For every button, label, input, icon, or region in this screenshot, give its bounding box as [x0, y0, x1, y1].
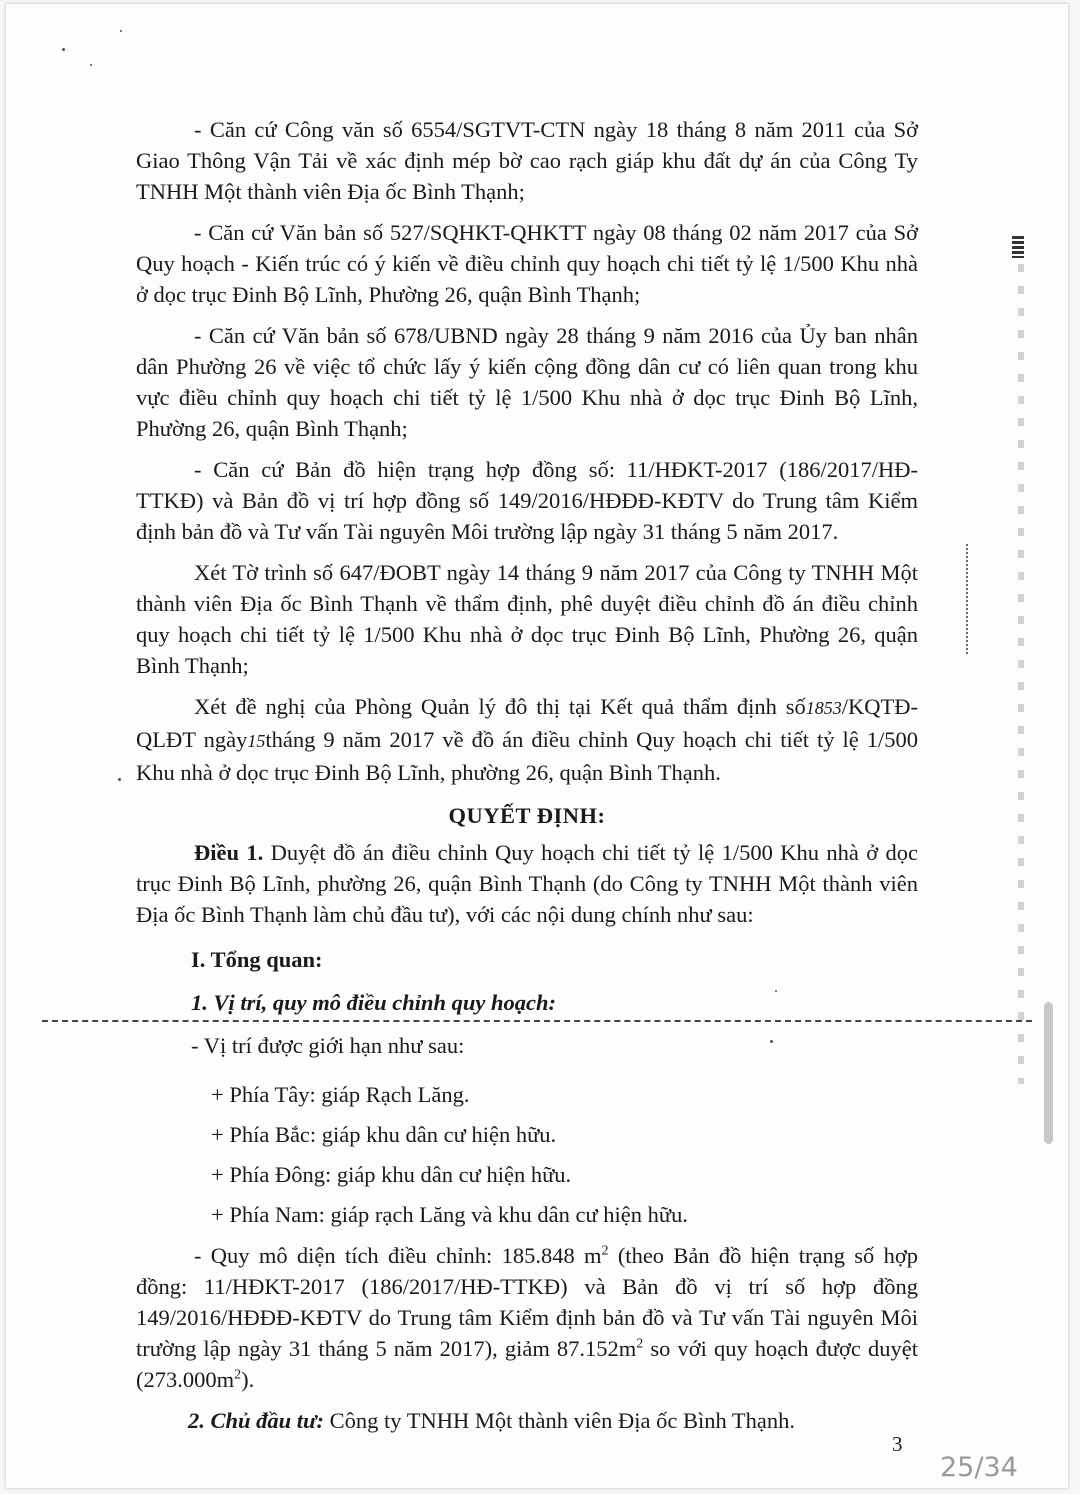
- scan-speck: [770, 1040, 773, 1043]
- superscript: 2: [636, 1336, 644, 1352]
- fold-divider: [42, 1020, 1032, 1022]
- boundary-south: + Phía Nam: giáp rạch Lăng và khu dân cư hiện hữu.: [211, 1202, 688, 1227]
- article-1-label: Điều 1.: [194, 840, 264, 865]
- paragraph-cv-6554: - Căn cứ Công văn số 6554/SGTVT-CTN ngày 18 tháng 8 năm 2011 của Sở Giao Thông Vận Tải về xác định mép bờ cao rạch giáp khu đất dự án của Công Ty TNHH Một thành viên Địa ốc Bình Thạnh;: [136, 117, 918, 204]
- boundary-east: + Phía Đông: giáp khu dân cư hiện hữu.: [211, 1162, 572, 1187]
- paragraph-scale: [136, 1240, 918, 1395]
- boundary-intro: - Vị trí được giới hạn như sau:: [191, 1033, 465, 1058]
- section-overview: I. Tổng quan:: [191, 947, 323, 972]
- paragraph-investor: [136, 1405, 918, 1436]
- paragraph-ban-do: - Căn cứ Bản đồ hiện trạng hợp đồng số: 11/HĐKT-2017 (186/2017/HĐ-TTKĐ) và Bản đồ vị trí hợp đồng số 149/2016/HĐĐĐ-KĐTV do Trung tâm Kiểm định bản đồ và Tư vấn Tài nguyên Môi trường lập ngày 31 tháng 5 năm 2017.: [136, 457, 918, 544]
- document-page: [6, 4, 1068, 1488]
- paragraph-de-nghi: [136, 691, 918, 788]
- handwritten-day: 15: [247, 731, 266, 751]
- page-indicator: 25/34: [940, 1452, 1018, 1483]
- superscript: 2: [234, 1367, 242, 1383]
- scan-speck: [118, 778, 121, 781]
- investor-label: 2. Chủ đầu tư:: [188, 1408, 325, 1433]
- paragraph-vb-527: - Căn cứ Văn bản số 527/SQHKT-QHKTT ngày 08 tháng 02 năm 2017 của Sở Quy hoạch - Kiến trúc có ý kiến về điều chỉnh quy hoạch chi tiết tỷ lệ 1/500 Khu nhà ở dọc trục Đinh Bộ Lĩnh, Phường 26, quận Bình Thạnh;: [136, 220, 918, 307]
- subsection-location: 1. Vị trí, quy mô điều chỉnh quy hoạch:: [191, 990, 557, 1015]
- scan-mark: [1012, 236, 1024, 258]
- scan-speck: [90, 64, 92, 66]
- proposal-text-3: tháng 9 năm 2017 về đồ án điều chỉnh Quy hoạch chi tiết tỷ lệ 1/500 Khu nhà ở dọc trục Đinh Bộ Lĩnh, phường 26, quận Bình Thạnh.: [136, 727, 918, 785]
- decision-title: QUYẾT ĐỊNH:: [448, 803, 606, 828]
- scale-text-2: (theo Bản đồ hiện trạng số hợp đồng: 11/HĐKT-2017 (186/2017/HĐ-TTKĐ) và Bản đồ vị trí số hợp đồng 149/2016/HĐĐĐ-KĐTV do Trung tâm Kiểm định bản đồ và Tư vấn Tài nguyên Môi trường lập ngày 31 tháng 5 năm 2017), giảm 87.152m: [136, 1243, 918, 1361]
- investor-text: Công ty TNHH Một thành viên Địa ốc Bình Thạnh.: [329, 1408, 796, 1433]
- scan-margin-artifact: [1018, 264, 1024, 1084]
- handwritten-number: 1853: [805, 698, 842, 718]
- boundary-north: + Phía Bắc: giáp khu dân cư hiện hữu.: [211, 1122, 557, 1147]
- proposal-text-1: Xét đề nghị của Phòng Quản lý đô thị tại Kết quả thẩm định số: [194, 694, 806, 719]
- article-1-text: Duyệt đồ án điều chỉnh Quy hoạch chi tiết tỷ lệ 1/500 Khu nhà ở dọc trục Đinh Bộ Lĩnh, phường 26, quận Bình Thạnh (do Công ty TNHH Một thành viên Địa ốc Bình Thạnh làm chủ đầu tư), với các nội dung chính như sau:: [136, 840, 918, 927]
- scan-speck: [62, 48, 65, 51]
- scan-speck: [120, 30, 122, 32]
- scale-text-3: so với quy hoạch được duyệt (273.000m: [136, 1336, 918, 1392]
- proposal-text-2: /KQTĐ-QLĐT ngày: [136, 694, 918, 752]
- article-1: [136, 837, 918, 930]
- scale-text-4: ).: [241, 1367, 255, 1392]
- page-number: 3: [892, 1432, 903, 1456]
- paragraph-vb-678: - Căn cứ Văn bản số 678/UBND ngày 28 tháng 9 năm 2016 của Ủy ban nhân dân Phường 26 về việc tổ chức lấy ý kiến cộng đồng dân cư có liên quan trong khu vực điều chỉnh quy hoạch chi tiết tỷ lệ 1/500 Khu nhà ở dọc trục Đinh Bộ Lĩnh, Phường 26, quận Bình Thạnh;: [136, 323, 918, 441]
- boundary-west: + Phía Tây: giáp Rạch Lăng.: [211, 1082, 470, 1107]
- paragraph-to-trinh: Xét Tờ trình số 647/ĐOBT ngày 14 tháng 9 năm 2017 của Công ty TNHH Một thành viên Địa ốc Bình Thạnh về thẩm định, phê duyệt điều chỉnh đồ án điều chỉnh quy hoạch chi tiết tỷ lệ 1/500 Khu nhà ở dọc trục Đinh Bộ Lĩnh, Phường 26, quận Bình Thạnh;: [136, 560, 918, 678]
- margin-scribble: [966, 544, 988, 654]
- scan-speck: [775, 990, 777, 992]
- scale-text-1: - Quy mô diện tích điều chỉnh: 185.848 m: [194, 1243, 602, 1268]
- document-body: [136, 114, 918, 1438]
- scrollbar-thumb[interactable]: [1044, 1002, 1053, 1144]
- superscript: 2: [601, 1243, 609, 1259]
